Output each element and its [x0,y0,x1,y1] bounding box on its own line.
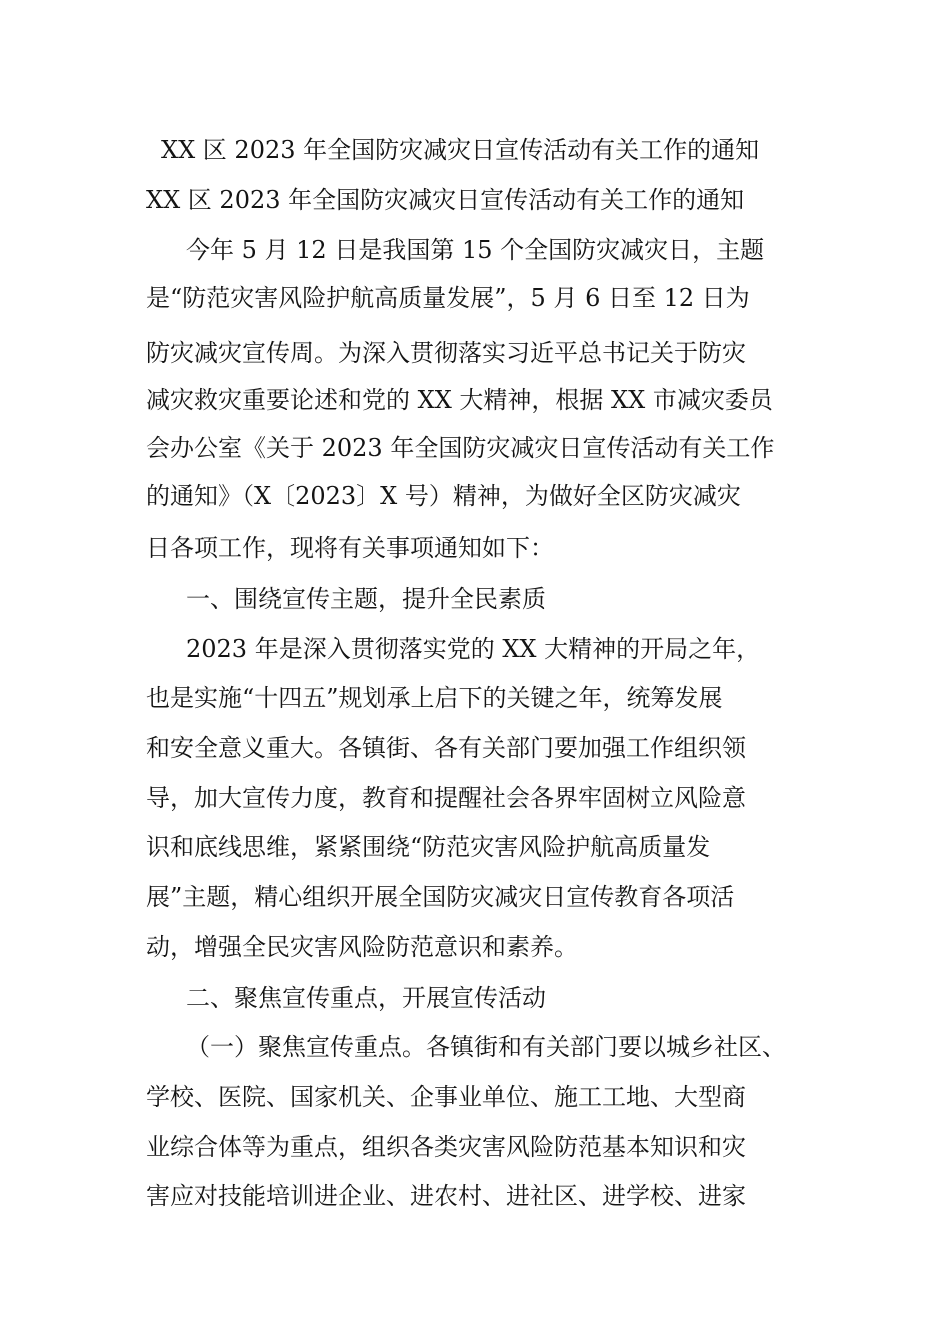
section2-line: 学校、医院、国家机关、企事业单位、施工工地、大型商 [146,1083,746,1111]
intro-line: 防灾减灾宣传周。为深入贯彻落实习近平总书记关于防灾 [146,339,746,367]
intro-line: 是“防范灾害风险护航高质量发展”，5 月 6 日至 12 日为 [146,284,750,312]
section1-line: 展”主题，精心组织开展全国防灾减灾日宣传教育各项活 [146,883,735,911]
section2-line: 业综合体等为重点，组织各类灾害风险防范基本知识和灾 [146,1133,746,1161]
intro-line: 的通知》（X〔2023〕X 号）精神，为做好全区防灾减灾 [146,482,741,510]
intro-line: 会办公室《关于 2023 年全国防灾减灾日宣传活动有关工作 [146,434,775,462]
section1-line: 也是实施“十四五”规划承上启下的关键之年，统筹发展 [146,684,723,712]
section2-line: （一）聚焦宣传重点。各镇街和有关部门要以城乡社区、 [186,1033,786,1061]
section-heading-2: 二、聚焦宣传重点，开展宣传活动 [186,984,546,1012]
section1-line: 识和底线思维，紧紧围绕“防范灾害风险护航高质量发 [146,833,711,861]
section1-line: 和安全意义重大。各镇街、各有关部门要加强工作组织领 [146,734,746,762]
section-heading-1: 一、围绕宣传主题，提升全民素质 [186,585,546,613]
intro-line: 今年 5 月 12 日是我国第 15 个全国防灾减灾日，主题 [186,236,765,264]
intro-line: 减灾救灾重要论述和党的 XX 大精神，根据 XX 市减灾委员 [146,386,773,414]
intro-line: 日各项工作，现将有关事项通知如下： [146,534,554,562]
document-title: XX 区 2023 年全国防灾减灾日宣传活动有关工作的通知 [161,136,760,164]
section1-line: 导，加大宣传力度，教育和提醒社会各界牢固树立风险意 [146,784,746,812]
section1-line: 动，增强全民灾害风险防范意识和素养。 [146,933,578,961]
section2-line: 害应对技能培训进企业、进农村、进社区、进学校、进家 [146,1182,746,1210]
section1-line: 2023 年是深入贯彻落实党的 XX 大精神的开局之年， [186,635,761,663]
document-title-repeat: XX 区 2023 年全国防灾减灾日宣传活动有关工作的通知 [146,186,745,214]
